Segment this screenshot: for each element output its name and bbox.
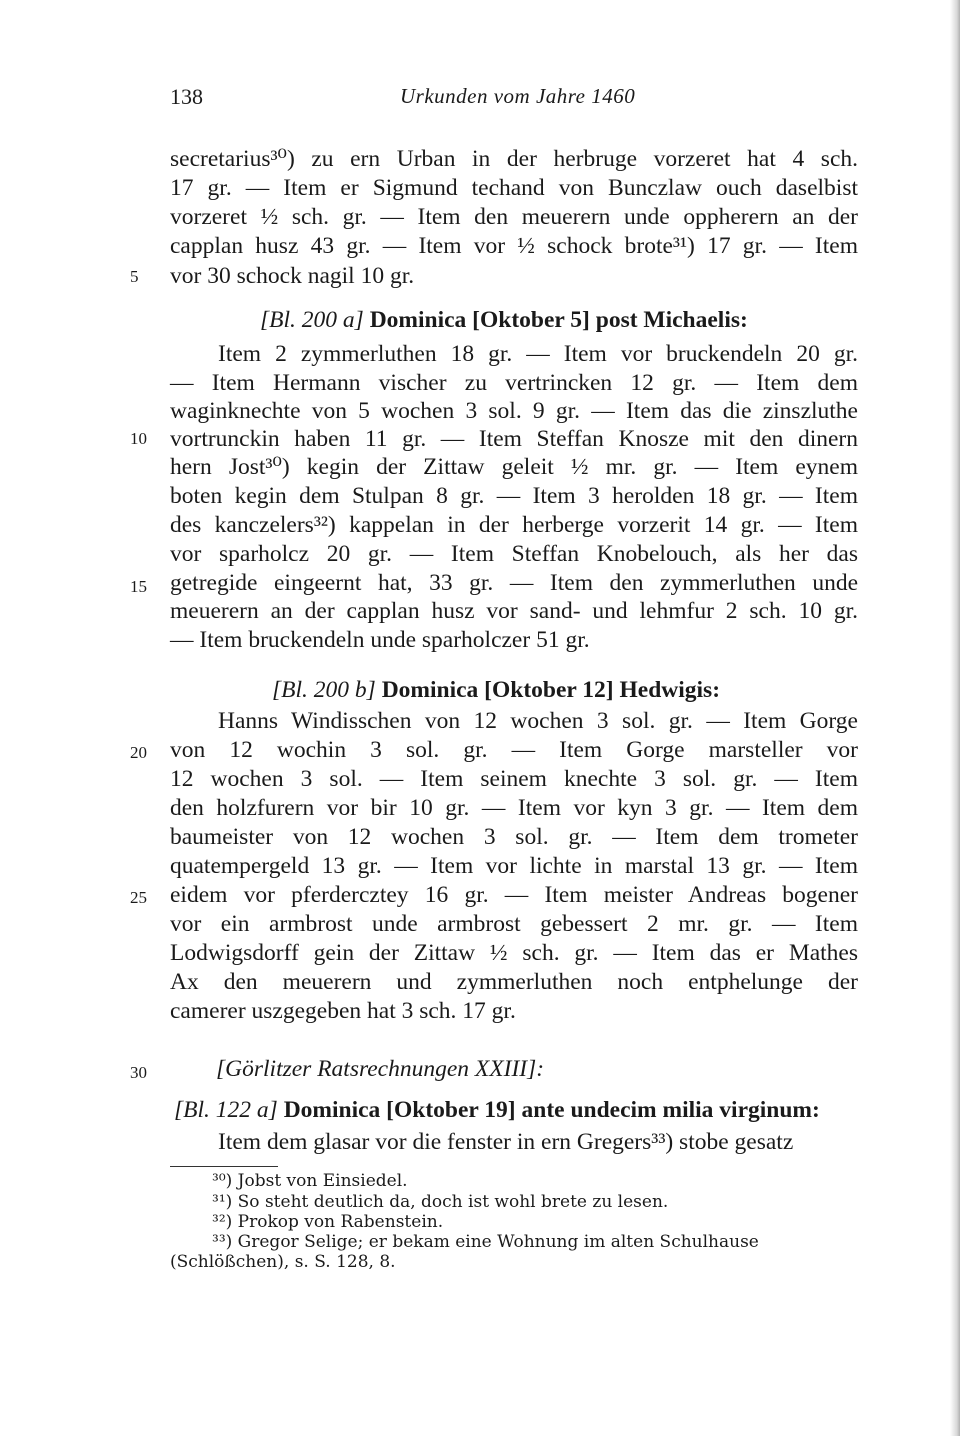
footnote-continuation: (Schlößchen), s. S. 128, 8. [170,1252,396,1272]
text-line: 12 wochen 3 sol. — Item seinem knechte 3 sol. gr. — Item [170,766,858,792]
text-line: baumeister von 12 wochen 3 sol. gr. — Item dem trometer [170,824,858,850]
page-header [170,84,860,114]
section-heading [174,1096,820,1125]
text-line: Hanns Windisschen von 12 wochen 3 sol. gr. — Item Gorge [218,708,858,734]
footnote-rule [170,1166,278,1167]
text-line: vor ein armbrost unde armbrost gebessert 2 mr. gr. — Item [170,911,858,937]
text-line: Item 2 zymmerluthen 18 gr. — Item vor bruckendeln 20 gr. [218,341,858,367]
text-line: Lodwigsdorff gein der Zittaw ½ sch. gr. — Item das er Mathes [170,940,858,966]
text-line: des kanczelers³²) kappelan in der herberge vorzerit 14 gr. — Item [170,512,858,538]
text-line: hern Jost³⁰) kegin der Zittaw geleit ½ mr. gr. — Item eynem [170,454,858,480]
text-line: quatempergeld 13 gr. — Item vor lichte in marstal 13 gr. — Item [170,853,858,879]
text-line: camerer uszgegeben hat 3 sch. 17 gr. [170,998,516,1024]
text-line: eidem vor pferdercztey 16 gr. — Item meister Andreas bogener [170,882,858,908]
page-number: 138 [170,84,203,109]
line-number: 10 [130,429,147,448]
text-line: vor 30 schock nagil 10 gr. [170,263,415,289]
section-title: Dominica [Oktober 12] Hedwigis: [381,677,721,703]
text-line: den holzfurern vor bir 10 gr. — Item vor kyn 3 gr. — Item dem [170,795,858,821]
line-number: 20 [130,743,147,762]
text-line: vor sparholcz 20 gr. — Item Steffan Knobelouch, als her das [170,541,858,567]
text-line: getregide eingeernt hat, 33 gr. — Item den zymmerluthen unde [170,570,858,596]
footnote: ³²) Prokop von Rabenstein. [212,1212,444,1232]
source-heading: [Görlitzer Ratsrechnungen XXIII]: [216,1056,545,1082]
footnote: ³¹) So steht deutlich da, doch ist wohl brete zu lesen. [212,1192,669,1212]
line-number: 25 [130,888,147,907]
text-line: boten kegin dem Stulpan 8 gr. — Item 3 herolden 18 gr. — Item [170,483,858,509]
text-line: Ax den meuerern und zymmerluthen noch entphelunge der [170,969,858,995]
text-line: secretarius³⁰) zu ern Urban in der herbruge vorzeret hat 4 sch. [170,146,858,172]
text-line: waginknechte von 5 wochen 3 sol. 9 gr. — Item das die zinszluthe [170,398,858,424]
line-number: 30 [130,1063,147,1082]
folio-reference: [Bl. 122 a] [174,1097,278,1123]
text-line: vortrunckin haben 11 gr. — Item Steffan Knosze mit den dinern [170,426,858,452]
folio-reference: [Bl. 200 b] [272,677,376,703]
text-line: — Item Hermann vischer zu vertrincken 12 gr. — Item dem [170,370,858,396]
text-line: von 12 wochin 3 sol. gr. — Item Gorge marsteller vor [170,737,858,763]
text-line: Item dem glasar vor die fenster in ern Gregers³³) stobe gesatz [218,1129,794,1155]
text-line: capplan husz 43 gr. — Item vor ½ schock brote³¹) 17 gr. — Item [170,233,858,259]
section-title: Dominica [Oktober 19] ante undecim milia virginum: [283,1097,820,1123]
line-number: 15 [130,577,147,596]
line-number: 5 [130,267,139,286]
section-title: Dominica [Oktober 5] post Michaelis: [369,307,748,333]
text-line: 17 gr. — Item er Sigmund techand von Bunczlaw ouch daselbist [170,175,858,201]
footnote: ³⁰) Jobst von Einsiedel. [212,1171,408,1191]
page-edge-shadow [950,0,960,1436]
text-line: — Item bruckendeln unde sparholczer 51 gr. [170,627,590,653]
section-heading [260,306,748,335]
text-line: meuerern an der capplan husz vor sand- und lehmfur 2 sch. 10 gr. [170,598,858,624]
footnote: ³³) Gregor Selige; er bekam eine Wohnung im alten Schulhause [212,1232,759,1252]
section-heading [272,676,720,705]
text-line: vorzeret ½ sch. gr. — Item den meuerern unde oppherern an der [170,204,858,230]
running-title: Urkunden vom Jahre 1460 [400,84,636,108]
folio-reference: [Bl. 200 a] [260,307,364,333]
